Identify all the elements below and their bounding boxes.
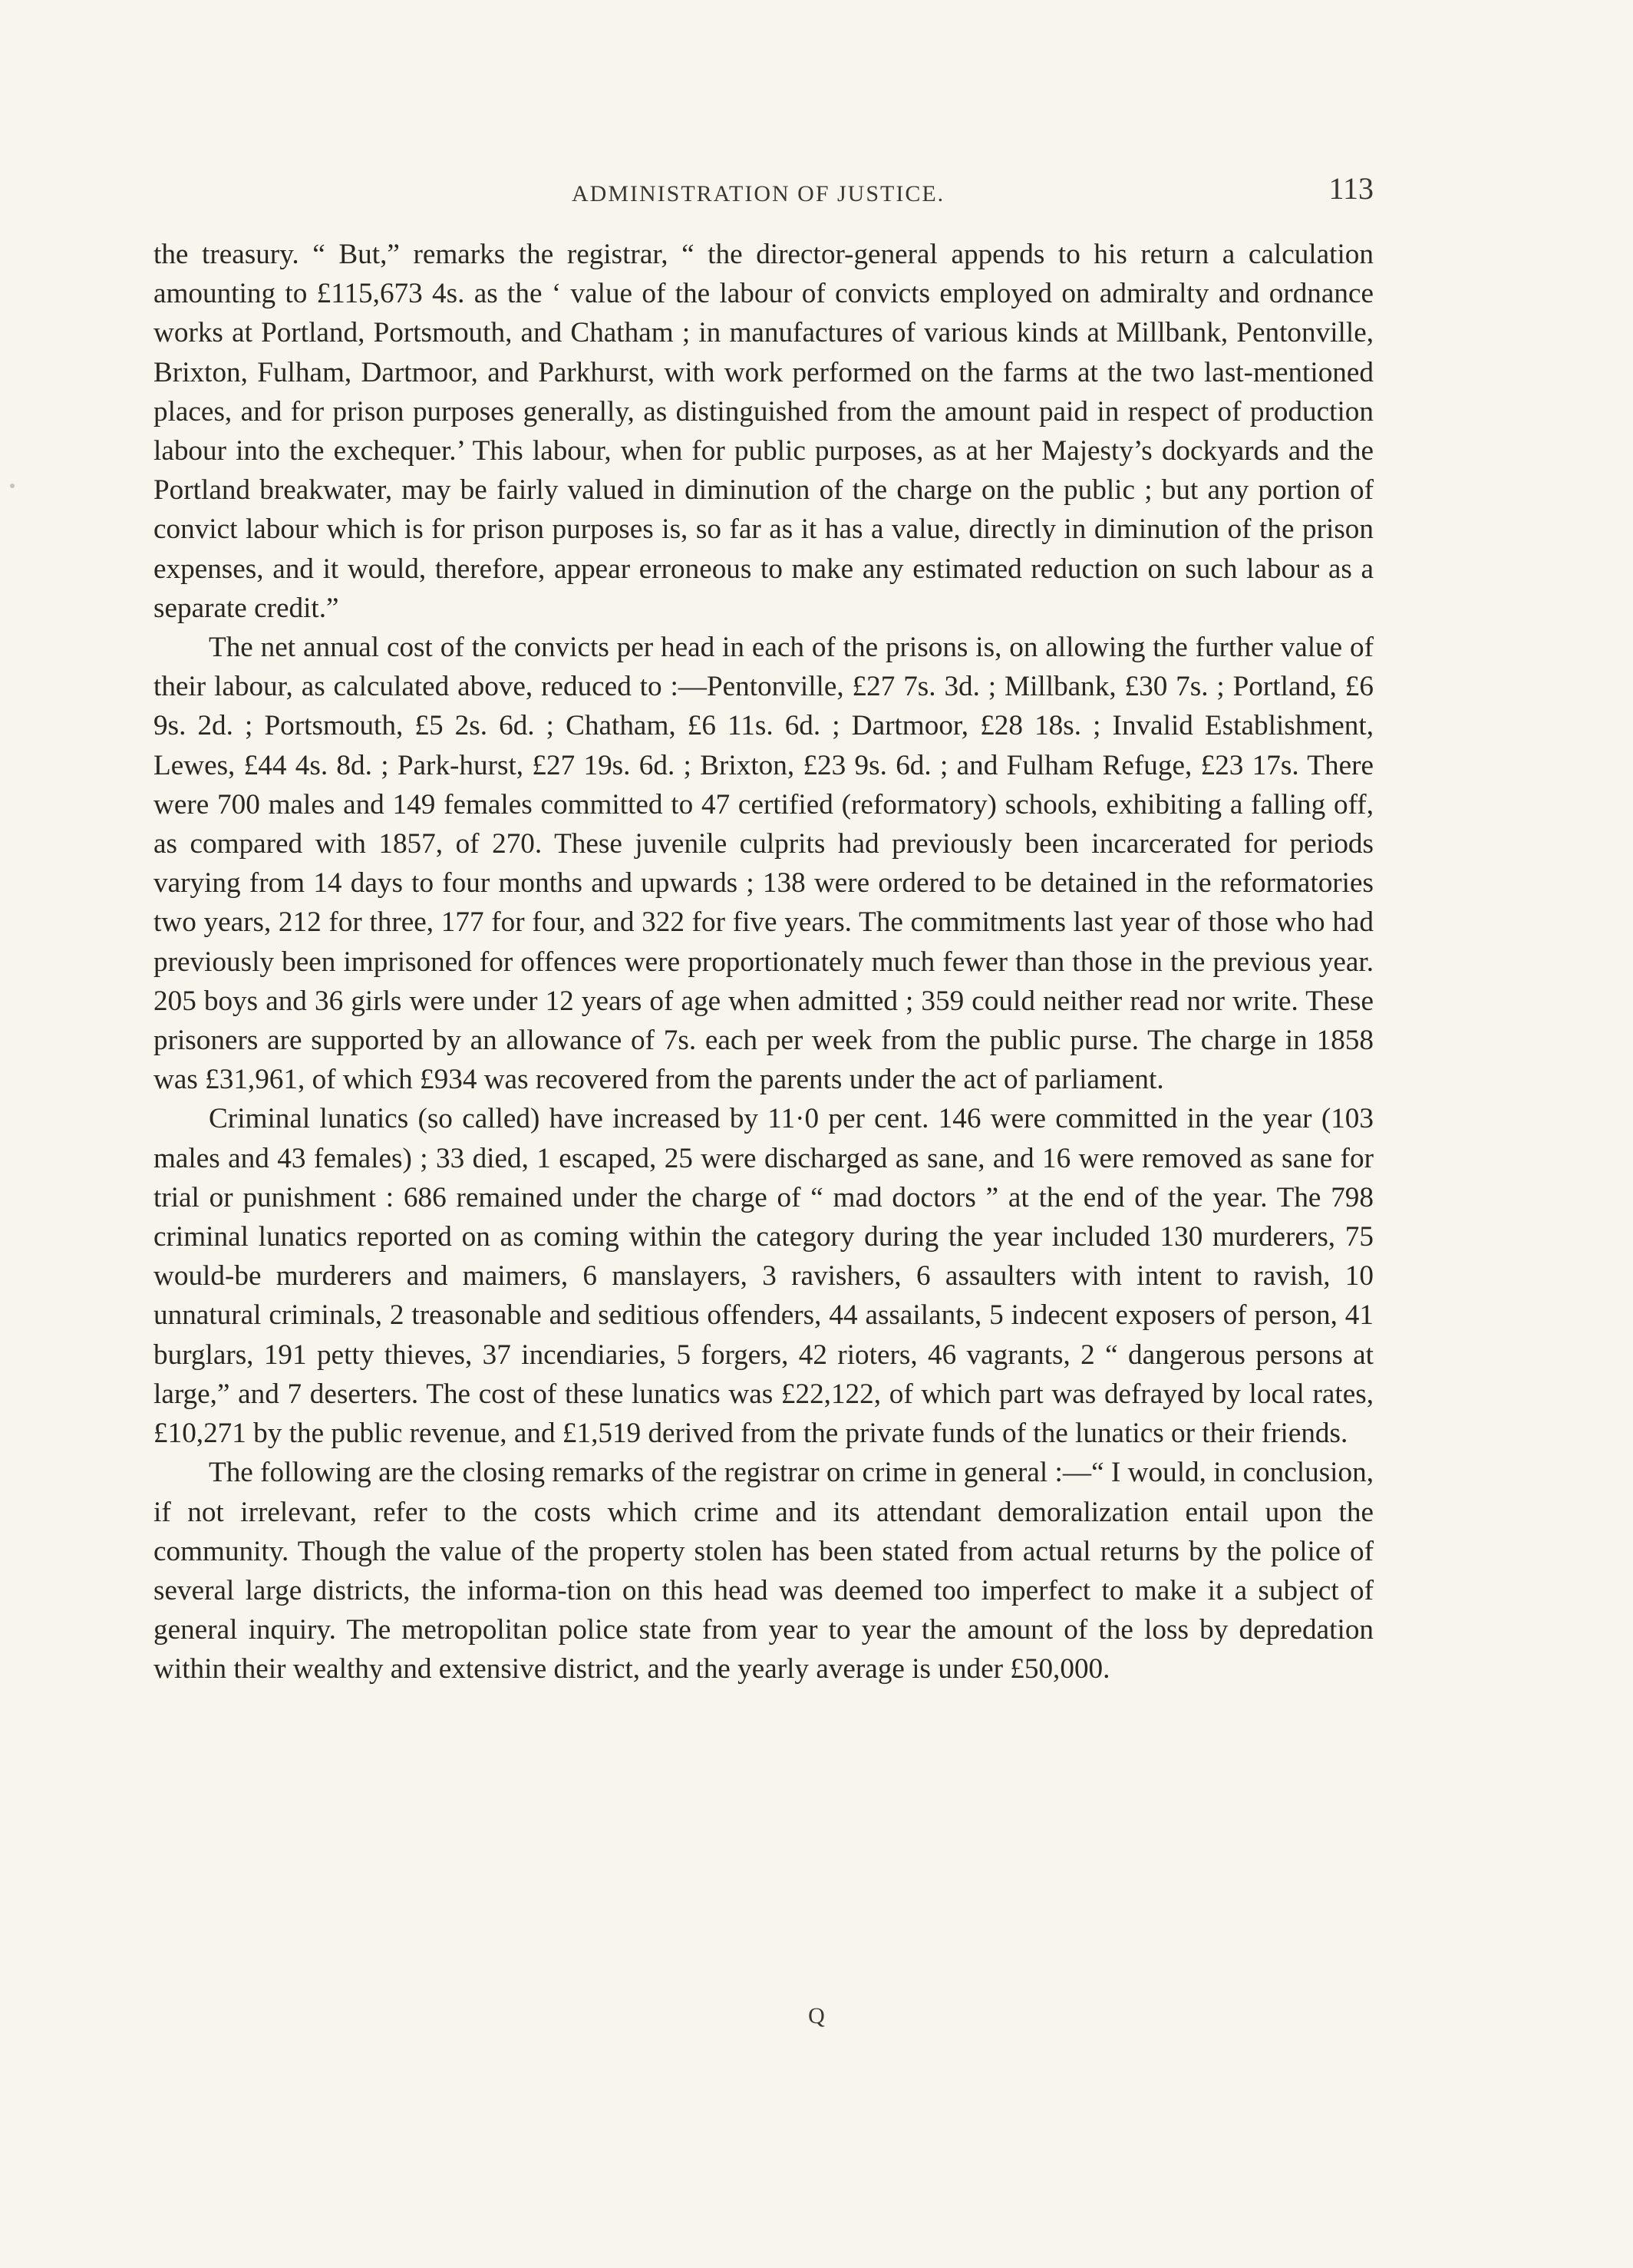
paragraph-continued: the treasury. “ But,” remarks the registrar, “ the director-general appends to his return a calculation amounting to £115,673 4s. as the ‘ value of the labour of convicts employed on admiralty and ordnance works at Portland, Portsmouth, and Chatham ; in manufactures of various kinds at Millbank, Pentonville, Brixton, Fulham, Dartmoor, and Parkhurst, with work performed on the farms at the two last-mentioned places, and for prison purposes generally, as distinguished from the amount paid in respect of production labour into the exchequer.’ This labour, when for public purposes, as at her Majesty’s dockyards and the Portland breakwater, may be fairly valued in diminution of the charge on the public ; but any portion of convict labour which is for prison purposes is, so far as it has a value, directly in diminution of the prison expenses, and it would, therefore, appear erroneous to make any estimated reduction on such labour as a separate credit.” [153, 239, 1374, 624]
signature-mark: Q [808, 2003, 825, 2029]
body-text [153, 235, 1374, 1689]
running-title: ADMINISTRATION OF JUSTICE. [572, 181, 945, 206]
paragraph-criminal-lunatics: Criminal lunatics (so called) have increased by 11·0 per cent. 146 were committed in the year (103 males and 43 females) ; 33 died, 1 escaped, 25 were discharged as sane, and 16 were removed as sane for trial or punishment : 686 remained under the charge of “ mad doctors ” at the end of the year. The 798 criminal lunatics reported on as coming within the category during the year included 130 murderers, 75 would-be murderers and maimers, 6 manslayers, 3 ravishers, 6 assaulters with intent to ravish, 10 unnatural criminals, 2 treasonable and seditious offenders, 44 assailants, 5 indecent exposers of person, 41 burglars, 191 petty thieves, 37 incendiaries, 5 forgers, 42 rioters, 46 vagrants, 2 “ dangerous persons at large,” and 7 deserters. The cost of these lunatics was £22,122, of which part was defrayed by local rates, £10,271 by the public revenue, and £1,519 derived from the private funds of the lunatics or their friends. [153, 1103, 1374, 1450]
running-header [153, 170, 1374, 216]
paragraph-convict-costs: The net annual cost of the convicts per head in each of the prisons is, on allowing the further value of their labour, as calculated above, reduced to :—Pentonville, £27 7s. 3d. ; Millbank, £30 7s. ; Portland, £6 9s. 2d. ; Portsmouth, £5 2s. 6d. ; Chatham, £6 11s. 6d. ; Dartmoor, £28 18s. ; Invalid Establishment, Lewes, £44 4s. 8d. ; Park-hurst, £27 19s. 6d. ; Brixton, £23 9s. 6d. ; and Fulham Refuge, £23 17s. There were 700 males and 149 females committed to 47 certified (reformatory) schools, exhibiting a falling off, as compared with 1857, of 270. These juvenile culprits had previously been incarcerated for periods varying from 14 days to four months and upwards ; 138 were ordered to be detained in the reformatories two years, 212 for three, 177 for four, and 322 for five years. The commitments last year of those who had previously been imprisoned for offences were proportionately much fewer than those in the previous year. 205 boys and 36 girls were under 12 years of age when admitted ; 359 could neither read nor write. These prisoners are supported by an allowance of 7s. each per week from the public purse. The charge in 1858 was £31,961, of which £934 was recovered from the parents under the act of parliament. [153, 632, 1374, 1096]
paragraph-closing-remarks: The following are the closing remarks of the registrar on crime in general :—“ I would, in conclusion, if not irrelevant, refer to the costs which crime and its attendant demoralization entail upon the community. Though the value of the property stolen has been stated from actual returns by the police of several large districts, the informa-tion on this head was deemed too imperfect to make it a subject of general inquiry. The metropolitan police state from year to year the amount of the loss by depredation within their wealthy and extensive district, and the yearly average is under £50,000. [153, 1457, 1374, 1685]
margin-speck [10, 484, 15, 488]
page-number: 113 [1328, 171, 1374, 206]
